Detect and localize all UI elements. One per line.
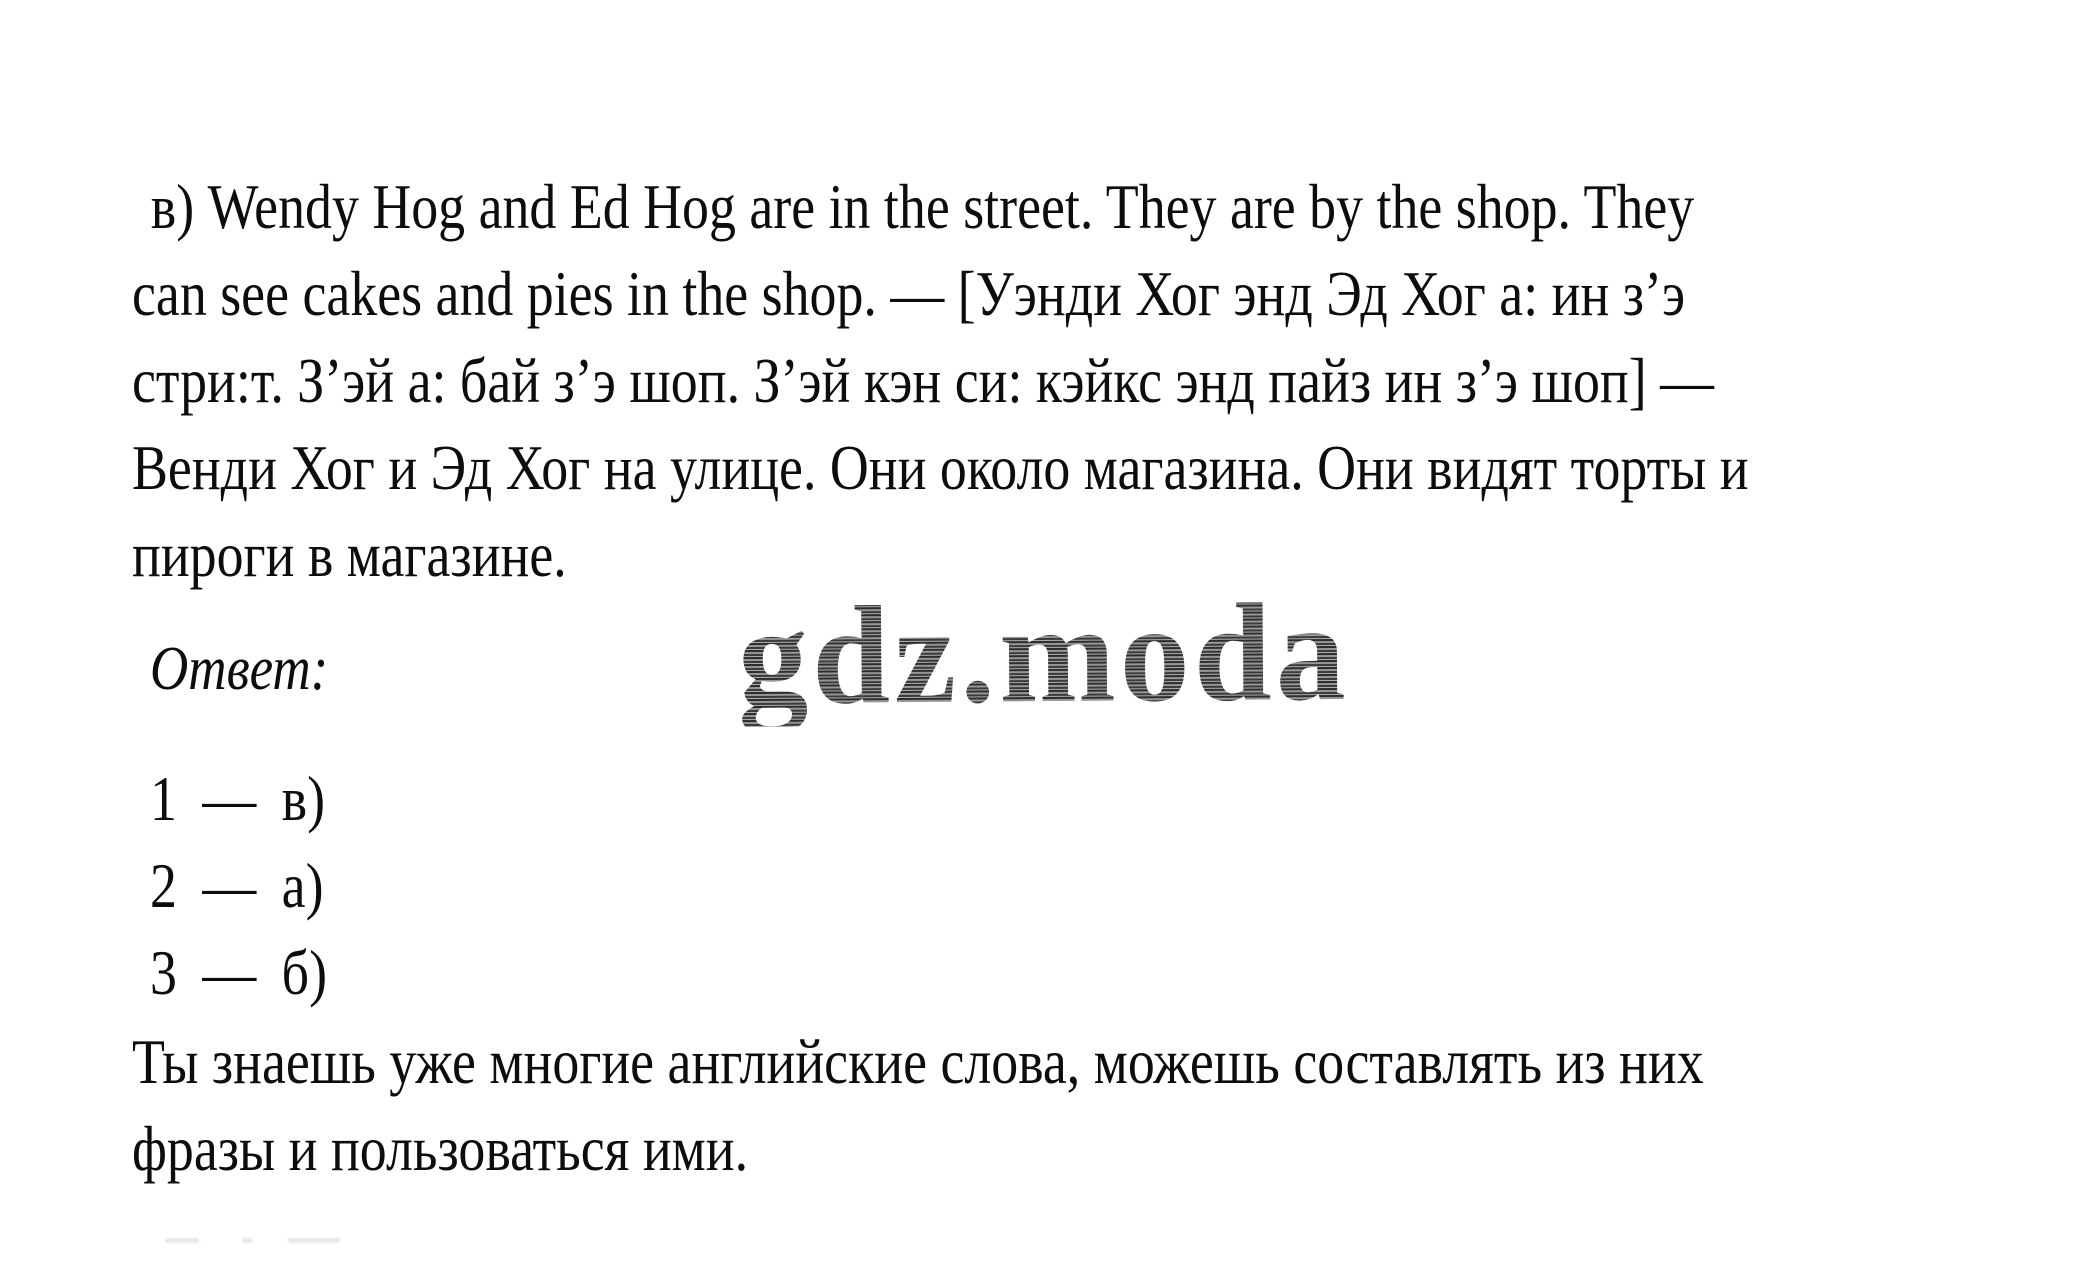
closing-paragraph xyxy=(132,1019,1970,1193)
main-paragraph xyxy=(132,164,2023,599)
answer-label-text: Ответ: xyxy=(150,635,329,703)
answer-label xyxy=(150,626,359,713)
text-line: пироги в магазине. xyxy=(132,520,567,590)
text-line: Ты знаешь уже многие английские слова, можешь составлять из них xyxy=(132,1027,1704,1097)
text-line: фразы и пользоваться ими. xyxy=(132,1114,749,1184)
text-line: Венди Хог и Эд Хог на улице. Они около магазина. Они видят торты и xyxy=(132,433,1749,503)
scan-artifact xyxy=(165,1238,199,1243)
scan-artifact xyxy=(288,1238,340,1243)
text-line: в) Wendy Hog and Ed Hog are in the street. They are by the shop. They xyxy=(150,172,1695,242)
answer-item: 2 — а) xyxy=(150,851,324,921)
answer-item: 3 — б) xyxy=(150,938,328,1008)
scan-artifact xyxy=(242,1238,253,1243)
text-line: стри:т. З’эй а: бай з’э шоп. З’эй кэн си: кэйкс энд пайз ин з’э шоп] — xyxy=(132,346,1715,416)
answer-item: 1 — в) xyxy=(150,764,326,834)
text-line: can see cakes and pies in the shop. — [Уэнди Хог энд Эд Хог а: ин з’э xyxy=(132,259,1686,329)
answers-list xyxy=(150,756,357,1017)
watermark-gdz-moda: gdz.moda xyxy=(737,574,1351,735)
